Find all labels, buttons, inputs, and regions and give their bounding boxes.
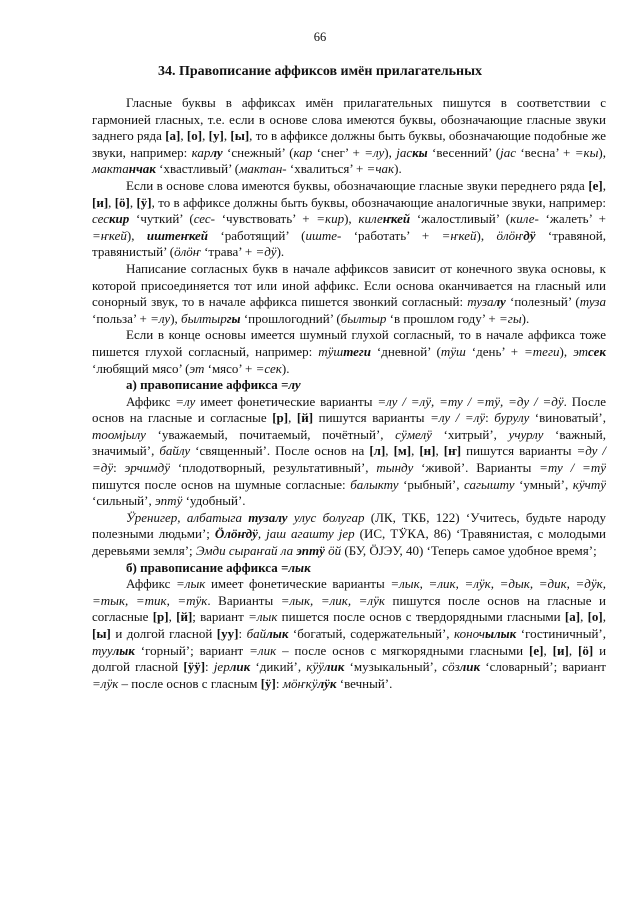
paragraph: Если в конце основы имеется шумный глухой согласный, то в начале аффикса тоже пишется глухой согласный, например: тӱштеги ‘дневной’ (тӱш ‘день’ + =теги), этсек ‘любящий мясо’ (эт ‘мясо’ + =сек). — [92, 327, 606, 376]
subsection-heading: а) правописание аффикса =лу — [126, 377, 301, 393]
page-number: 66 — [313, 30, 327, 44]
paragraph: Ӱренигер, албатыга тузалу улус болугар (ЛК, ТКБ, 122) ‘Учитесь, будьте народу полезными людьми’; Ӧлӧҥдӱ, јаш агашту јер (ИС, ТӰКА, 86) ‘Травянистая, с молодыми деревьями земля’; Эмди сыраҥай ла эптӱ ӧй (БУ, ӦЈЭУ, 40) ‘Теперь самое удобное время’; — [92, 509, 607, 559]
paragraph: Аффикс =лу имеет фонетические варианты =лу / =лӱ, =ту / =тӱ, =ду / =дӱ. После основ на гласные и согласные [р], [й] пишутся варианты =лу / =лӱ: бурулу ‘виноватый’, тоомјылу ‘уважаемый, почитаемый, почётный’, сӱмелӱ ‘хитрый’, учурлу ‘важный, значимый’, байлу ‘священный’. После основ на [л], [м], [н], [ҥ] пишутся варианты =ду / =дӱ: эрчимдӱ ‘плодотворный, результативный’, тынду ‘живой’. Варианты =ту / =тӱ пишутся после основ на шумные согласные: балыкту ‘рыбный’, сагышту ‘умный’, кӱчтӱ ‘сильный’, эптӱ ‘удобный’. — [92, 393, 607, 509]
document-body — [92, 95, 606, 692]
paragraph: Если в основе слова имеются буквы, обозначающие гласные звуки переднего ряда [е], [и], [ӧ], [ӱ], то в аффиксе должны быть буквы, обозначающие аналогичные звуки, например: сескир ‘чуткий’ (сес- ‘чувствовать’ + =кир), килеҥкей ‘жалостливый’ (киле- ‘жалеть’ + =ҥкей), иштеҥкей ‘работящий’ (иште- ‘работать’ + =ҥкей), ӧлӧҥдӱ ‘травяной, травянистый’ (ӧлӧҥ ‘трава’ + =дӱ). — [92, 177, 606, 260]
section-title: 34. Правописание аффиксов имён прилагательных — [157, 64, 483, 79]
paragraph: Гласные буквы в аффиксах имён прилагательных пишутся в соответствии с гармонией гласных, т.е. если в основе слова имеются буквы, обозначающие гласные звуки заднего ряда [а], [о], [у], [ы], то в аффиксе должны быть буквы, обозначающие подобные же звуки, например: карлу ‘снежный’ (кар ‘снег’ + =лу), јаскы ‘весенний’ (јас ‘весна’ + =кы), мактанчак ‘хвастливый’ (мактан- ‘хвалиться’ + =чак). — [92, 95, 607, 177]
subsection-heading: б) правописание аффикса =лык — [126, 559, 311, 575]
paragraph: Написание согласных букв в начале аффиксов зависит от конечного звука основы, к которой присоединяется тот или иной аффикс. Если основа оканчивается на гласный или сонорный звук, то в начале аффикса пишется звонкий согласный: тузалу ‘полезный’ (туза ‘польза’ + =лу), былтыргы ‘прошлогодний’ (былтыр ‘в прошлом году’ + =гы). — [92, 260, 606, 326]
paragraph: Аффикс =лык имеет фонетические варианты =лык, =лик, =лӱк, =дык, =дик, =дӱк, =тык, =тик, =тӱк. Варианты =лык, =лик, =лӱк пишутся после основ на гласные и согласные [р], [й]; вариант =лык пишется после основ с твердорядными гласными [а], [о], [ы] и долгой гласной [уу]: байлык ‘богатый, содержательный’, коночылык ‘гостиничный’, туулык ‘горный’; вариант =лик – после основ с мягкорядными гласными [е], [и], [ӧ] и долгой гласной [ӱӱ]: јерлик ‘дикий’, кӱӱлик ‘музыкальный’, сӧзлик ‘словарный’; вариант =лӱк – после основ с гласным [ӱ]: мӧҥкӱлӱк ‘вечный’. — [92, 576, 607, 691]
